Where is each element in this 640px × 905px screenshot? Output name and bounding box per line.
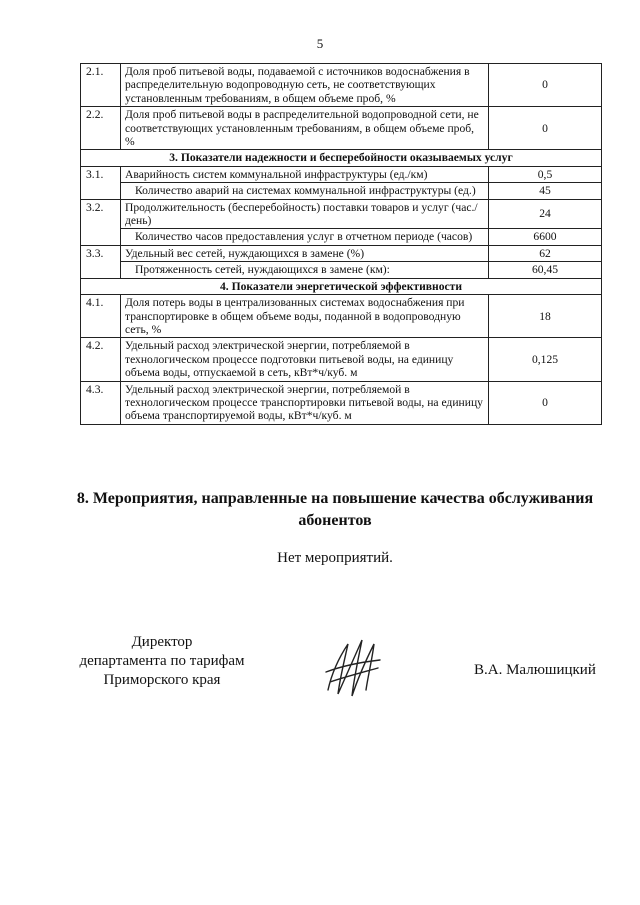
row-value: 0,125 bbox=[489, 338, 602, 381]
section-row bbox=[81, 150, 602, 166]
subrow-text: Количество часов предоставления услуг в отчетном периоде (часов) bbox=[121, 229, 489, 245]
row-number: 4.3. bbox=[81, 381, 121, 424]
page-number: 5 bbox=[316, 36, 324, 51]
row-number: 3.1. bbox=[81, 166, 121, 199]
table-row bbox=[81, 107, 602, 150]
row-text: Удельный вес сетей, нуждающихся в замене (%) bbox=[121, 245, 489, 261]
section-heading: 3. Показатели надежности и бесперебойности оказываемых услуг bbox=[81, 150, 602, 166]
row-text: Аварийность систем коммунальной инфраструктуры (ед./км) bbox=[121, 166, 489, 182]
handwritten-signature bbox=[318, 632, 388, 702]
table-row bbox=[81, 245, 602, 261]
table-subrow bbox=[81, 262, 602, 278]
row-number: 4.2. bbox=[81, 338, 121, 381]
table-subrow bbox=[81, 183, 602, 199]
signatory-title-line: департамента по тарифам bbox=[79, 653, 245, 669]
indicators-table-body bbox=[81, 64, 602, 425]
subrow-value: 60,45 bbox=[489, 262, 602, 278]
signatory-name: В.А. Малюшицкий bbox=[474, 662, 596, 678]
table-row bbox=[81, 295, 602, 338]
subrow-value: 6600 bbox=[489, 229, 602, 245]
row-value: 62 bbox=[489, 245, 602, 261]
subrow-text: Количество аварий на системах коммунальной инфраструктуры (ед.) bbox=[121, 183, 489, 199]
row-text: Доля потерь воды в централизованных системах водоснабжения при транспортировке в общем объеме воды, поданной в водопроводную сеть, % bbox=[121, 295, 489, 338]
signatory-title bbox=[62, 633, 262, 690]
row-value: 0 bbox=[489, 381, 602, 424]
table-row bbox=[81, 64, 602, 107]
row-text: Доля проб питьевой воды в распределительной водопроводной сети, не соответствующих установленным требованиям, в общем объеме проб, % bbox=[121, 107, 489, 150]
subrow-value: 45 bbox=[489, 183, 602, 199]
row-value: 0 bbox=[489, 64, 602, 107]
signatory-title-line: Приморского края bbox=[103, 672, 221, 688]
section-8-body: Нет мероприятий. bbox=[277, 550, 393, 566]
table-row bbox=[81, 166, 602, 182]
row-text: Доля проб питьевой воды, подаваемой с источников водоснабжения в распределительную водопроводную сеть, не соответствующих установленным требованиям, в общем объеме проб, % bbox=[121, 64, 489, 107]
row-value: 18 bbox=[489, 295, 602, 338]
section-8-heading: 8. Мероприятия, направленные на повышение качества обслуживания абонентов bbox=[76, 490, 594, 529]
row-number: 3.2. bbox=[81, 199, 121, 245]
table-subrow bbox=[81, 229, 602, 245]
row-value: 24 bbox=[489, 199, 602, 229]
row-text: Удельный расход электрической энергии, потребляемой в технологическом процессе подготовки питьевой воды, на единицу объема воды, отпускаемой в сеть, кВт*ч/куб. м bbox=[121, 338, 489, 381]
row-value: 0 bbox=[489, 107, 602, 150]
section-row bbox=[81, 278, 602, 294]
row-text: Удельный расход электрической энергии, потребляемой в технологическом процессе транспортировки питьевой воды, на единицу объема транспортируемой воды, кВт*ч/куб. м bbox=[121, 381, 489, 424]
indicators-table bbox=[80, 63, 602, 425]
table-row bbox=[81, 199, 602, 229]
table-row bbox=[81, 338, 602, 381]
row-value: 0,5 bbox=[489, 166, 602, 182]
table-row bbox=[81, 381, 602, 424]
row-number: 2.1. bbox=[81, 64, 121, 107]
row-number: 3.3. bbox=[81, 245, 121, 278]
row-number: 4.1. bbox=[81, 295, 121, 338]
section-heading: 4. Показатели энергетической эффективности bbox=[81, 278, 602, 294]
row-text: Продолжительность (бесперебойность) поставки товаров и услуг (час./день) bbox=[121, 199, 489, 229]
subrow-text: Протяженность сетей, нуждающихся в замене (км): bbox=[121, 262, 489, 278]
row-number: 2.2. bbox=[81, 107, 121, 150]
signatory-title-line: Директор bbox=[131, 634, 193, 650]
